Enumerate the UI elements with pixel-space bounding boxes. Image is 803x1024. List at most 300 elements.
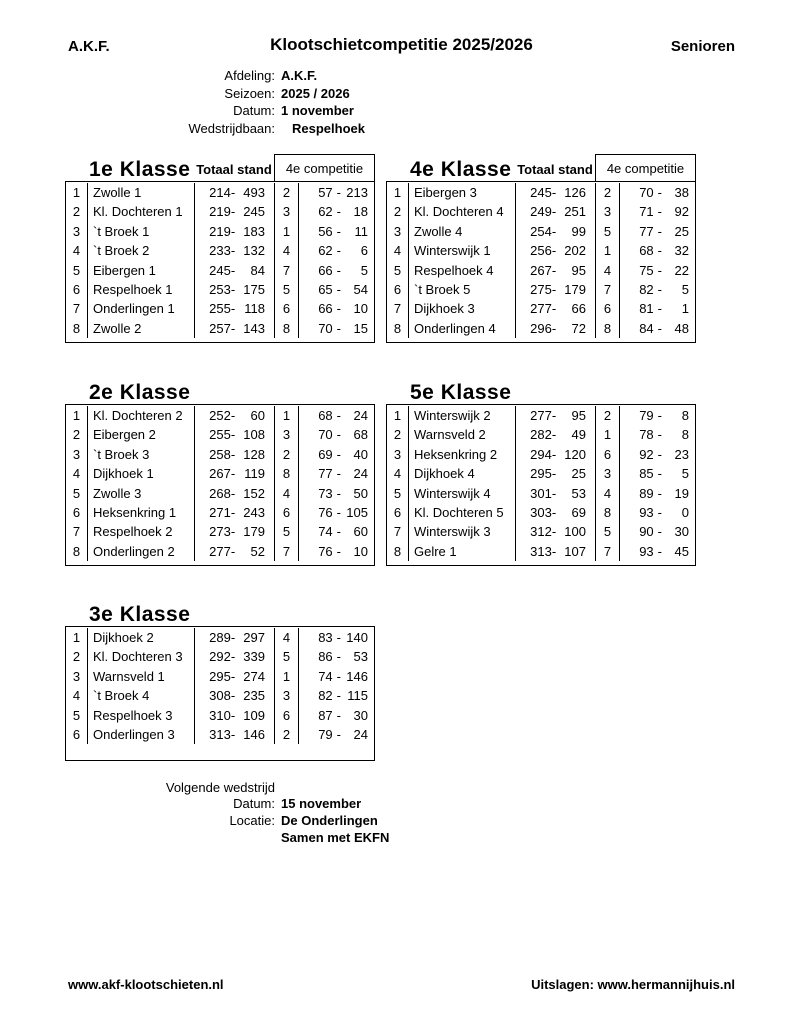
table-header	[65, 598, 375, 626]
score-dash: -	[551, 466, 557, 482]
rank-cell: 8	[387, 542, 409, 561]
total-score-b: 95	[571, 262, 586, 278]
comp-score-a: 87	[318, 707, 333, 723]
comp-score-a: 57	[318, 185, 333, 200]
total-score-cell	[515, 522, 595, 541]
score-dash: -	[657, 320, 662, 336]
score-dash: -	[230, 466, 236, 482]
document-title: Klootschietcompetitie 2025/2026	[270, 35, 533, 54]
comp-score-b: 5	[360, 262, 368, 278]
next-match-date-row	[0, 796, 803, 813]
competition-score-cell	[299, 647, 374, 666]
total-score-a: 267	[209, 466, 231, 482]
competition-score-cell	[299, 503, 374, 522]
table-row	[387, 484, 695, 503]
score-dash: -	[657, 446, 662, 462]
total-score-a: 219	[209, 204, 231, 220]
score-dash: -	[551, 281, 557, 297]
document-header	[68, 35, 735, 55]
total-score-a: 271	[209, 504, 231, 520]
table-header	[65, 153, 375, 181]
table-row	[66, 222, 374, 241]
score-dash: -	[230, 223, 236, 239]
total-score-b: 245	[243, 204, 265, 220]
team-name-cell: Eibergen 2	[93, 427, 156, 443]
comp-score-b: 11	[354, 223, 368, 239]
team-name-cell: Zwolle 3	[93, 485, 142, 501]
comp-score-a: 79	[639, 408, 654, 423]
comp-score-a: 85	[639, 466, 654, 482]
total-score-a: 273	[209, 524, 231, 540]
comp-score-a: 84	[639, 320, 654, 336]
competition-score-cell	[299, 542, 374, 561]
score-dash: -	[551, 427, 557, 443]
comp-score-b: 53	[353, 649, 368, 665]
competition-score-cell	[299, 241, 374, 260]
score-dash: -	[336, 688, 341, 704]
team-name-cell: Zwolle 1	[93, 185, 142, 200]
score-dash: -	[551, 446, 557, 462]
competition-score-cell	[620, 241, 695, 260]
total-score-b: 202	[564, 243, 586, 259]
competition-score-cell	[620, 542, 695, 561]
next-match-label: Locatie:	[229, 812, 275, 828]
score-dash: -	[230, 281, 236, 297]
comp-score-b: 25	[674, 223, 689, 239]
table-row	[387, 445, 695, 464]
score-dash: -	[657, 485, 662, 501]
score-dash: -	[230, 427, 236, 443]
rank-cell: 6	[66, 725, 88, 744]
score-dash: -	[551, 408, 557, 423]
rank-cell: 4	[387, 464, 409, 483]
score-dash: -	[551, 543, 557, 559]
comp-score-b: 92	[674, 204, 689, 220]
competition-score-cell	[299, 261, 374, 280]
total-score-cell	[194, 503, 274, 522]
comp-score-b: 6	[360, 243, 368, 259]
competition-rank-cell: 6	[595, 299, 620, 318]
total-score-b: 251	[564, 204, 586, 220]
total-score-cell	[515, 503, 595, 522]
team-name-cell: Gelre 1	[414, 543, 457, 559]
meta-value: 1 november	[281, 103, 354, 119]
score-dash: -	[551, 485, 557, 501]
rank-cell: 2	[387, 202, 409, 221]
team-name-cell: Warnsveld 1	[93, 668, 165, 684]
total-score-b: 128	[243, 446, 265, 462]
comp-score-b: 68	[353, 427, 368, 443]
total-score-b: 235	[243, 688, 265, 704]
table-body	[386, 181, 696, 343]
total-score-a: 312	[530, 524, 552, 540]
comp-score-a: 77	[639, 223, 654, 239]
score-dash: -	[230, 320, 236, 336]
total-score-a: 313	[530, 543, 552, 559]
table-row	[66, 686, 374, 705]
comp-score-b: 32	[674, 243, 689, 259]
total-score-cell	[194, 725, 274, 744]
total-score-cell	[515, 425, 595, 444]
team-name-cell: Dijkhoek 1	[93, 466, 154, 482]
totaal-stand-header: Totaal stand	[196, 162, 272, 177]
score-dash: -	[336, 243, 341, 259]
competition-rank-cell: 4	[274, 628, 299, 647]
total-score-b: 49	[571, 427, 586, 443]
total-score-b: 179	[564, 281, 586, 297]
team-name-cell: Heksenkring 1	[93, 504, 177, 520]
score-dash: -	[230, 726, 236, 742]
score-dash: -	[230, 649, 236, 665]
rank-cell: 5	[66, 484, 88, 503]
score-dash: -	[230, 707, 236, 723]
total-score-cell	[194, 706, 274, 725]
comp-score-b: 45	[674, 543, 689, 559]
competition-rank-cell: 7	[595, 280, 620, 299]
total-score-b: 107	[564, 543, 586, 559]
total-score-b: 126	[564, 185, 586, 200]
total-score-cell	[515, 542, 595, 561]
competition-score-cell	[299, 628, 374, 647]
competition-score-cell	[299, 445, 374, 464]
total-score-b: 274	[243, 668, 265, 684]
total-score-a: 275	[530, 281, 552, 297]
meta-label: Wedstrijdbaan:	[188, 120, 275, 136]
competitie-header-box: 4e competitie	[274, 154, 375, 181]
score-dash: -	[551, 262, 557, 278]
team-name-cell: Warnsveld 2	[414, 427, 486, 443]
table-row	[66, 445, 374, 464]
competition-rank-cell: 1	[595, 241, 620, 260]
comp-score-a: 68	[639, 243, 654, 259]
comp-score-b: 8	[681, 427, 689, 443]
total-score-cell	[515, 445, 595, 464]
table-row	[66, 522, 374, 541]
table-row	[66, 425, 374, 444]
rank-cell: 1	[387, 183, 409, 202]
total-score-a: 282	[530, 427, 552, 443]
score-dash: -	[657, 301, 662, 317]
rank-cell: 3	[387, 445, 409, 464]
total-score-b: 95	[571, 408, 586, 423]
score-dash: -	[230, 243, 236, 259]
comp-score-b: 19	[674, 485, 689, 501]
competition-score-cell	[299, 464, 374, 483]
total-score-a: 267	[530, 262, 552, 278]
rank-cell: 3	[66, 667, 88, 686]
total-score-cell	[194, 464, 274, 483]
team-name-cell: `t Broek 1	[93, 223, 150, 239]
score-dash: -	[336, 630, 341, 645]
next-match-note-row	[0, 829, 803, 846]
competition-rank-cell: 6	[274, 503, 299, 522]
competition-score-cell	[299, 667, 374, 686]
total-score-a: 310	[209, 707, 231, 723]
team-name-cell: Onderlingen 1	[93, 301, 175, 317]
competitie-header-box: 4e competitie	[595, 154, 696, 181]
rank-cell: 7	[66, 522, 88, 541]
competition-rank-cell: 5	[595, 222, 620, 241]
table-row	[387, 222, 695, 241]
competition-rank-cell: 8	[274, 319, 299, 338]
score-dash: -	[336, 485, 341, 501]
total-score-a: 289	[209, 630, 231, 645]
rank-cell: 7	[66, 299, 88, 318]
comp-score-b: 24	[353, 466, 368, 482]
comp-score-b: 60	[353, 524, 368, 540]
competition-rank-cell: 3	[595, 202, 620, 221]
rank-cell: 6	[387, 280, 409, 299]
team-name-cell: Respelhoek 2	[93, 524, 173, 540]
table-row	[66, 183, 374, 202]
table-row	[66, 406, 374, 425]
total-score-cell	[515, 484, 595, 503]
total-score-b: 493	[243, 185, 265, 200]
rank-cell: 6	[66, 280, 88, 299]
score-dash: -	[230, 446, 236, 462]
meta-label: Afdeling:	[224, 68, 275, 84]
score-dash: -	[336, 707, 341, 723]
total-score-a: 301	[530, 485, 552, 501]
team-name-cell: Kl. Dochteren 3	[93, 649, 183, 665]
score-dash: -	[336, 524, 341, 540]
total-score-b: 152	[243, 485, 265, 501]
team-name-cell: Winterswijk 1	[414, 243, 491, 259]
score-dash: -	[551, 204, 557, 220]
total-score-b: 175	[243, 281, 265, 297]
rank-cell: 7	[387, 299, 409, 318]
score-dash: -	[230, 668, 236, 684]
total-score-b: 109	[243, 707, 265, 723]
total-score-b: 66	[571, 301, 586, 317]
total-score-b: 143	[243, 320, 265, 336]
team-name-cell: Onderlingen 2	[93, 543, 175, 559]
total-score-b: 69	[571, 504, 586, 520]
total-score-b: 132	[243, 243, 265, 259]
team-name-cell: Kl. Dochteren 1	[93, 204, 183, 220]
team-name-cell: Zwolle 4	[414, 223, 463, 239]
comp-score-a: 73	[318, 485, 333, 501]
competition-rank-cell: 2	[274, 445, 299, 464]
total-score-cell	[194, 484, 274, 503]
score-dash: -	[336, 262, 341, 278]
total-score-cell	[194, 522, 274, 541]
score-dash: -	[551, 524, 557, 540]
total-score-cell	[194, 542, 274, 561]
table-row	[66, 261, 374, 280]
total-score-a: 254	[530, 223, 552, 239]
rank-cell: 2	[387, 425, 409, 444]
rank-cell: 5	[387, 484, 409, 503]
competition-rank-cell: 2	[595, 183, 620, 202]
total-score-cell	[194, 299, 274, 318]
score-dash: -	[336, 204, 341, 220]
table-row	[66, 202, 374, 221]
competition-rank-cell: 1	[595, 425, 620, 444]
table-row	[66, 706, 374, 725]
footer-results-website: Uitslagen: www.hermannijhuis.nl	[531, 977, 735, 992]
comp-score-a: 93	[639, 504, 654, 520]
rank-cell: 4	[66, 241, 88, 260]
comp-score-b: 105	[346, 504, 368, 520]
score-dash: -	[336, 446, 341, 462]
team-name-cell: Dijkhoek 2	[93, 630, 154, 645]
competition-score-cell	[620, 522, 695, 541]
total-score-a: 268	[209, 485, 231, 501]
competition-score-cell	[299, 425, 374, 444]
comp-score-a: 81	[639, 301, 654, 317]
team-name-cell: Winterswijk 2	[414, 408, 491, 423]
meta-block	[0, 67, 803, 137]
competition-score-cell	[299, 686, 374, 705]
total-score-cell	[194, 647, 274, 666]
table-header	[65, 376, 375, 404]
rank-cell: 8	[66, 542, 88, 561]
meta-row-datum	[0, 102, 803, 120]
team-name-cell: Kl. Dochteren 2	[93, 408, 183, 423]
total-score-a: 258	[209, 446, 231, 462]
score-dash: -	[657, 262, 662, 278]
table-row	[387, 503, 695, 522]
comp-score-b: 1	[681, 301, 689, 317]
competition-rank-cell: 6	[274, 299, 299, 318]
meta-label: Datum:	[233, 103, 275, 119]
table-1e-klasse	[65, 153, 375, 343]
team-name-cell: Kl. Dochteren 4	[414, 204, 504, 220]
comp-score-a: 70	[318, 427, 333, 443]
comp-score-a: 78	[639, 427, 654, 443]
score-dash: -	[551, 243, 557, 259]
table-row	[387, 183, 695, 202]
comp-score-b: 10	[353, 543, 368, 559]
total-score-a: 256	[530, 243, 552, 259]
comp-score-b: 23	[674, 446, 689, 462]
rank-cell: 5	[387, 261, 409, 280]
score-dash: -	[336, 466, 341, 482]
total-score-cell	[194, 222, 274, 241]
total-score-a: 255	[209, 427, 231, 443]
table-row	[66, 725, 374, 744]
comp-score-a: 74	[318, 668, 333, 684]
competition-rank-cell: 2	[595, 406, 620, 425]
total-score-a: 303	[530, 504, 552, 520]
competition-score-cell	[620, 280, 695, 299]
comp-score-a: 89	[639, 485, 654, 501]
competition-score-cell	[299, 725, 374, 744]
score-dash: -	[657, 504, 662, 520]
competition-rank-cell: 7	[274, 542, 299, 561]
score-dash: -	[336, 320, 341, 336]
rank-cell: 5	[66, 706, 88, 725]
comp-score-b: 8	[681, 408, 689, 423]
footer-website: www.akf-klootschieten.nl	[68, 977, 224, 992]
comp-score-b: 24	[353, 726, 368, 742]
competition-score-cell	[620, 261, 695, 280]
next-match-value: De Onderlingen	[281, 812, 378, 828]
score-dash: -	[230, 524, 236, 540]
table-row	[66, 542, 374, 561]
score-dash: -	[657, 543, 662, 559]
comp-score-b: 38	[674, 185, 689, 200]
next-match-value: 15 november	[281, 796, 362, 812]
team-name-cell: Heksenkring 2	[414, 446, 498, 462]
comp-score-a: 79	[318, 726, 333, 742]
table-title: 3e Klasse	[89, 603, 191, 626]
rank-cell: 1	[66, 628, 88, 647]
table-row	[387, 406, 695, 425]
total-score-cell	[515, 406, 595, 425]
score-dash: -	[336, 726, 341, 742]
score-dash: -	[230, 485, 236, 501]
total-score-cell	[194, 280, 274, 299]
score-dash: -	[336, 668, 341, 684]
total-score-cell	[194, 667, 274, 686]
total-score-cell	[194, 202, 274, 221]
total-score-b: 118	[244, 301, 265, 317]
next-match-heading: Volgende wedstrijd	[165, 779, 275, 795]
competition-score-cell	[620, 464, 695, 483]
score-dash: -	[230, 688, 236, 704]
competition-score-cell	[299, 319, 374, 338]
comp-score-a: 76	[318, 543, 333, 559]
total-score-cell	[515, 280, 595, 299]
comp-score-b: 5	[681, 281, 689, 297]
table-4e-klasse	[386, 153, 696, 343]
team-name-cell: Winterswijk 4	[414, 485, 491, 501]
comp-score-b: 30	[674, 524, 689, 540]
rank-cell: 4	[66, 464, 88, 483]
rank-cell: 2	[66, 647, 88, 666]
score-dash: -	[551, 504, 557, 520]
total-score-cell	[194, 319, 274, 338]
score-dash: -	[230, 262, 236, 278]
competition-score-cell	[620, 319, 695, 338]
total-score-b: 119	[244, 466, 265, 482]
comp-score-a: 62	[318, 204, 333, 220]
competition-score-cell	[299, 299, 374, 318]
total-score-a: 252	[209, 408, 231, 423]
total-score-b: 100	[564, 524, 586, 540]
table-body	[65, 181, 375, 343]
team-name-cell: Eibergen 1	[93, 262, 156, 278]
comp-score-a: 93	[639, 543, 654, 559]
comp-score-a: 65	[318, 281, 333, 297]
score-dash: -	[657, 281, 662, 297]
comp-score-b: 5	[681, 466, 689, 482]
team-name-cell: Respelhoek 1	[93, 281, 173, 297]
score-dash: -	[336, 223, 341, 239]
total-score-cell	[194, 183, 274, 202]
total-score-cell	[515, 299, 595, 318]
meta-value: 2025 / 2026	[281, 85, 350, 101]
total-score-b: 120	[564, 446, 586, 462]
total-score-cell	[515, 202, 595, 221]
total-score-a: 277	[209, 543, 231, 559]
table-row	[387, 261, 695, 280]
competition-score-cell	[620, 484, 695, 503]
table-body	[65, 404, 375, 566]
competition-score-cell	[299, 202, 374, 221]
total-score-cell	[194, 628, 274, 647]
total-score-b: 84	[250, 262, 265, 278]
team-name-cell: Dijkhoek 3	[414, 301, 475, 317]
next-match-value: Samen met EKFN	[281, 829, 390, 845]
comp-score-a: 92	[639, 446, 654, 462]
total-score-a: 277	[530, 301, 552, 317]
team-name-cell: Winterswijk 3	[414, 524, 491, 540]
comp-score-b: 140	[346, 630, 368, 645]
next-match-location-row	[0, 812, 803, 829]
